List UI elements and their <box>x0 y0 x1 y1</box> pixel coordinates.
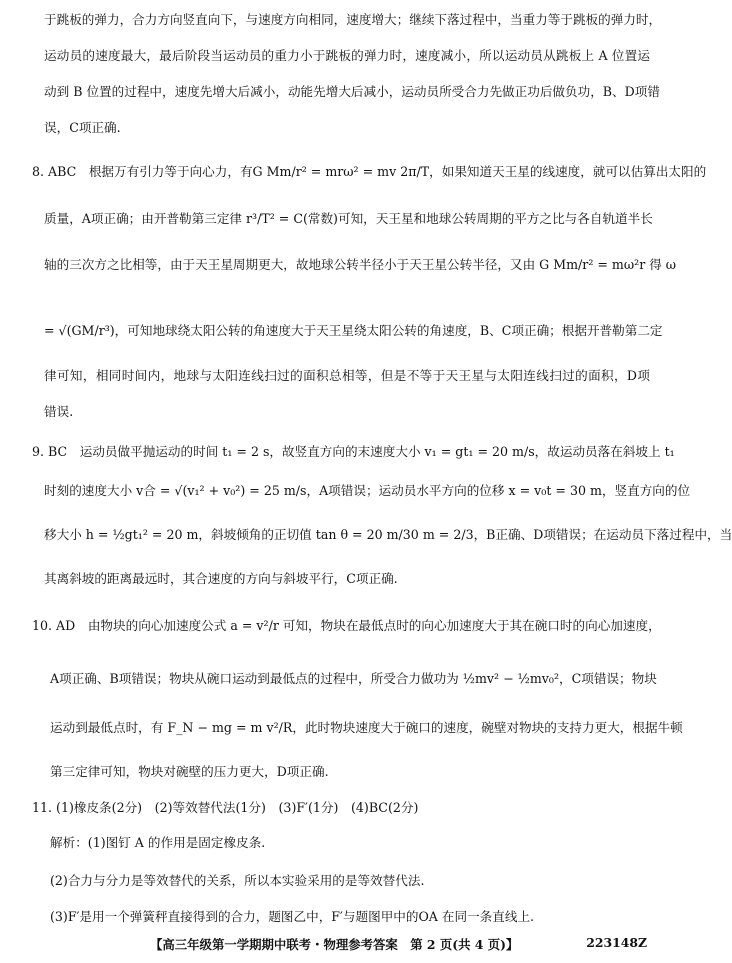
footer-title: 【高三年级第一学期期中联考・物理参考答案 第 2 页(共 4 页)】 <box>150 937 519 952</box>
text-line: 误，C项正确. <box>44 120 121 135</box>
text-line: 9. BC 运动员做平抛运动的时间 t₁ = 2 s，故竖直方向的末速度大小 v₁ = gt₁ = 20 m/s，故运动员落在斜坡上 t₁ <box>32 444 675 459</box>
text-line: 移大小 h = ½gt₁² = 20 m，斜坡倾角的正切值 tan θ = 20 m/30 m = 2/3，B正确、D项错误；在运动员下落过程中，当 <box>44 527 732 542</box>
text-line: (2)合力与分力是等效替代的关系，所以本实验采用的是等效替代法. <box>50 873 425 888</box>
text-line: 时刻的速度大小 v合 = √(v₁² + v₀²) = 25 m/s，A项错误；运动员水平方向的位移 x = v₀t = 30 m，竖直方向的位 <box>44 483 691 498</box>
text-line: 第三定律可知，物块对碗壁的压力更大，D项正确. <box>50 764 329 779</box>
text-line: 11. (1)橡皮条(2分) (2)等效替代法(1分) (3)F′(1分) (4)BC(2分) <box>32 800 419 815</box>
text-line: 动到 B 位置的过程中，速度先增大后减小，动能先增大后减小，运动员所受合力先做正功后做负功，B、D项错 <box>44 84 660 99</box>
text-line: 质量，A项正确；由开普勒第三定律 r³/T² = C(常数)可知，天王星和地球公转周期的平方之比与各自轨道半长 <box>44 211 653 226</box>
text-line: = √(GM/r³)，可知地球绕太阳公转的角速度大于天王星绕太阳公转的角速度，B、C项正确；根据开普勒第二定 <box>44 323 663 338</box>
text-line: 运动员的速度最大，最后阶段当运动员的重力小于跳板的弹力时，速度减小，所以运动员从跳板上 A 位置运 <box>44 48 650 63</box>
text-line: 10. AD 由物块的向心加速度公式 a = v²/r 可知，物块在最低点时的向心加速度大于其在碗口时的向心加速度， <box>32 618 661 633</box>
text-line: 轴的三次方之比相等，由于天王星周期更大，故地球公转半径小于天王星公转半径，又由 G Mm/r² = mω²r 得 ω <box>44 257 677 272</box>
text-line: 错误. <box>44 404 74 419</box>
text-line: 于跳板的弹力，合力方向竖直向下，与速度方向相同，速度增大；继续下落过程中，当重力等于跳板的弹力时， <box>44 12 662 27</box>
page-footer <box>0 935 677 955</box>
text-line: (3)F′是用一个弹簧秤直接得到的合力，题图乙中，F′与题图甲中的OA 在同一条直线上. <box>50 909 535 924</box>
text-line: A项正确、B项错误；物块从碗口运动到最低点的过程中，所受合力做功为 ½mv² − ½mv₀²，C项错误；物块 <box>50 671 657 686</box>
text-line: 解析：(1)图钉 A 的作用是固定橡皮条. <box>50 835 266 850</box>
text-line: 其离斜坡的距离最远时，其合速度的方向与斜坡平行，C项正确. <box>44 571 398 586</box>
text-line: 运动到最低点时，有 F_N − mg = m v²/R，此时物块速度大于碗口的速度，碗壁对物块的支持力更大，根据牛顿 <box>50 720 683 735</box>
document-code: 223148Z <box>586 935 647 950</box>
text-line: 律可知，相同时间内，地球与太阳连线扫过的面积总相等，但是不等于天王星与太阳连线扫过的面积，D项 <box>44 368 650 383</box>
text-line: 8. ABC 根据万有引力等于向心力，有G Mm/r² = mrω² = mv 2π/T，如果知道天王星的线速度，就可以估算出太阳的 <box>32 164 707 179</box>
